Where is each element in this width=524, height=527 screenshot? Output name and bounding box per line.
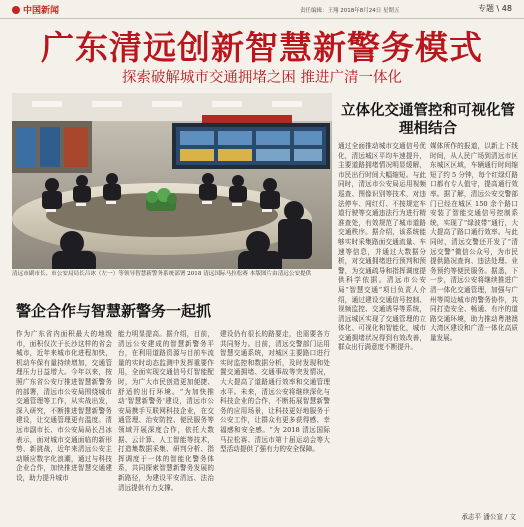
- masthead: [0, 0, 524, 19]
- section1-column-1: 作为广东省内面积最大的地级市，面积仅次于长沙这样的省会城市，近年来城市化进程加快，机动车保有量持续增加，交通管理压力日益增大。今年以来，按照广东省公安厅推进智慧新警务的部署，清远市公安局围绕城市交通管理等工作，从实战出发，深入研究，不断推进智慧新警务建设，让交通管理更有温度。清远市副市长、市公安局局长吕冰表示，面对城市交通面临的新形势、新挑战，近年来清远公安主动顺应数字化浪潮，通过与科技企业合作，加快推进智慧交通建设，助力提升城市: [16, 330, 112, 482]
- sub-headline: 探索破解城市交通拥堵之困 推进广清一体化: [121, 70, 403, 86]
- section1-column-2: 能力明显提高。据介绍，目前，清远公安建成的智慧新警务平台，在利用道路资源与目前车流量的实时动态监测中发挥重要作用，全面实现交通信号灯智能配时，为广大市民创造更加便捷、舒适的出行环境。“为加快推动‘智慧新警务’建设，清远市公安局携手互联网科技企业，在交通管理、治安防控、便民服务等领域开展深度合作，依托大数据、云计算、人工智能等技术，打造集数据采集、研判分析、指挥调度于一体的智能化警务体系，共同探索智慧新警务发展的新路径，为建设平安清远、法治清远提供有力支撑。: [118, 330, 214, 492]
- meeting-photo: [12, 93, 332, 269]
- section-label: 专题 \ 48: [478, 4, 512, 13]
- issue-meta: 责任编辑：王翔 2018年8月24日 星期五: [300, 8, 400, 14]
- section1-heading: 警企合作与智慧新警务一起抓: [16, 302, 212, 320]
- meeting-photo-image: [12, 93, 332, 269]
- section2-column-1: 通过全面推动城市交通信号优化，清远城区平均车速提升，主要道路拥堵情况明显缓解，市民出行时间大幅缩短。与此同时，清远市公安局运用视频巡查、图像识别等技术，对违法停车、闯红灯、不按规定车道行驶等交通违法行为进行精准查处，有效规范了城市道路交通秩序。据介绍，该系统能够实时采集路面交通流量、车速等信息，并通过大数据分析，对交通拥堵进行预判和预警，为交通疏导和指挥调度提供科学依据。清远市公安局“智慧交通”项目负责人介绍，通过建设交通信号控制、视频监控、交通诱导等系统，清远城区实现了交通管理的立体化、可视化和智能化，城市交通拥堵状况得到有效改善，群众出行满意度不断提升。: [338, 142, 426, 352]
- newspaper-logo: [12, 3, 59, 16]
- article-author: 承志平 潘公宣 / 文: [461, 513, 516, 521]
- logo-emblem-icon: [12, 6, 20, 14]
- section2-column-2: 媒体所作的报道，以新上下线时间，从人民广场到清远市区东城区区域，车辆通行时间缩短了约 5 分钟，每个红绿灯路口都有专人值守，提高通行效率。据了解，清远公安交警部门已经在城区 150 余个路口安装了智能交通信号控制系统，实现了“绿波带”通行，大大提高了路口通行效率。与此同时，清远交警还开发了“清远交警”微信公众号，为市民提供路况查询、违法处理、业务预约等便民服务。据悉，下一步，清远公安将继续推进广清一体化交通管理，加强与广州等周边城市的警务协作，共同打造安全、畅通、有序的道路交通环境，助力推动粤港澳大湾区建设和广清一体化高质量发展。: [430, 142, 518, 342]
- main-headline: 广东清远创新智慧新警务模式: [41, 28, 483, 67]
- photo-caption: 清远市副市长、市公安局局长吕冰（左一）等领导智慧新警务系统部署 2018 清远国际马拉松赛 本版图片由清远公安提供: [12, 271, 312, 277]
- logo-text: 中国新闻: [23, 6, 60, 16]
- section1-column-3: 建设仍有很长的路要走，也需要各方共同努力。目前，清远交警部门运用智慧交通系统，对城区主要路口进行实时监控和数据分析，及时发现和处置交通拥堵、交通事故等突发情况，大大提高了道路通行效率和交通管理水平。未来，清远公安将继续深化与科技企业的合作，不断拓展智慧新警务的应用场景，让科技更好地服务于公安工作，让群众有更多获得感、幸福感和安全感。“为 2018 清远国际马拉松赛、清远市第十届运动会等大型活动提供了强有力的安全保障。: [220, 330, 330, 454]
- section2-heading: 立体化交通管控和可视化管理相结合: [341, 103, 515, 137]
